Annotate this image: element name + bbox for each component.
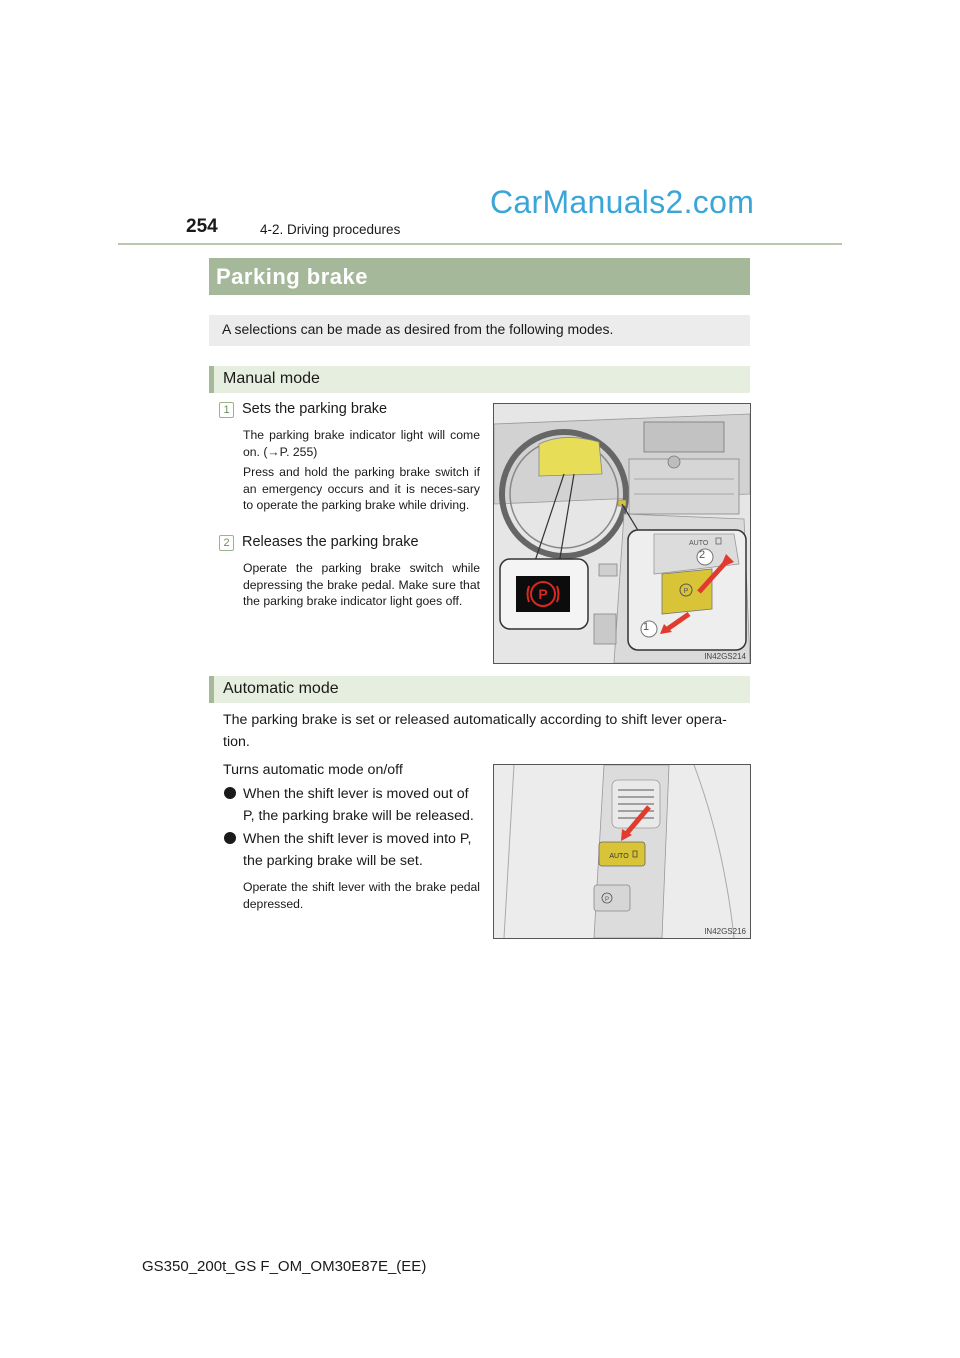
svg-text:P: P [538, 586, 548, 602]
figure-callout-1: 1 [643, 621, 650, 633]
svg-text:P: P [683, 588, 689, 595]
footer-document-code: GS350_200t_GS F_OM_OM30E87E_(EE) [142, 1258, 427, 1275]
page-title: Parking brake [216, 264, 369, 289]
step-1-badge: 1 [219, 402, 234, 418]
auto-switch-illustration [493, 764, 751, 939]
svg-text:AUTO: AUTO [689, 540, 709, 547]
manual-mode-heading-accent [209, 366, 214, 393]
bullet-dot [224, 832, 236, 844]
step-1-note-2: Press and hold the parking brake switch if an emergency occurs and it is neces-sary to operate the parking brake while driving. [243, 465, 480, 512]
figure-1-code: IN42GS214 [704, 652, 746, 661]
intro-text: A selections can be made as desired from the following modes. [222, 321, 614, 337]
bullet-2-line-2: the parking brake will be set. [243, 853, 423, 869]
dashboard-drawing [494, 404, 750, 663]
automatic-mode-note: Operate the shift lever with the brake pedal depressed. [243, 880, 480, 911]
automatic-mode-description: The parking brake is set or released automatically according to shift lever opera-tion. [223, 712, 727, 750]
bullet-1-line-1: When the shift lever is moved out of [243, 786, 469, 802]
watermark[interactable]: CarManuals2.com [490, 184, 755, 220]
dashboard-illustration [493, 403, 751, 664]
figure-callout-2: 2 [699, 549, 706, 561]
figure-2-code: IN42GS216 [704, 927, 746, 936]
step-2-badge: 2 [219, 535, 234, 551]
bullet-1 [224, 783, 482, 827]
svg-text:P: P [604, 897, 610, 903]
header-rule [118, 243, 842, 245]
bullet-2-line-1: When the shift lever is moved into P, [243, 831, 472, 847]
auto-switch-drawing [494, 765, 750, 938]
bullet-dot [224, 787, 236, 799]
automatic-mode-heading-accent [209, 676, 214, 703]
manual-mode-heading: Manual mode [223, 370, 320, 387]
page-number: 254 [186, 216, 218, 237]
automatic-mode-heading: Automatic mode [223, 680, 339, 697]
automatic-toggle-title: Turns automatic mode on/off [223, 762, 403, 778]
step-2-title: Releases the parking brake [242, 534, 419, 550]
bullet-1-line-2: P, the parking brake will be released. [243, 808, 474, 824]
step-1-title: Sets the parking brake [242, 401, 388, 417]
step-1-note-1: The parking brake indicator light will come on. (→P. 255) [243, 428, 480, 459]
step-2-note: Operate the parking brake switch while depressing the brake pedal. Make sure that the parking brake indicator light goes off. [243, 561, 480, 608]
svg-text:AUTO: AUTO [609, 853, 629, 860]
section-reference: 4-2. Driving procedures [260, 222, 401, 237]
bullet-2 [224, 828, 482, 872]
